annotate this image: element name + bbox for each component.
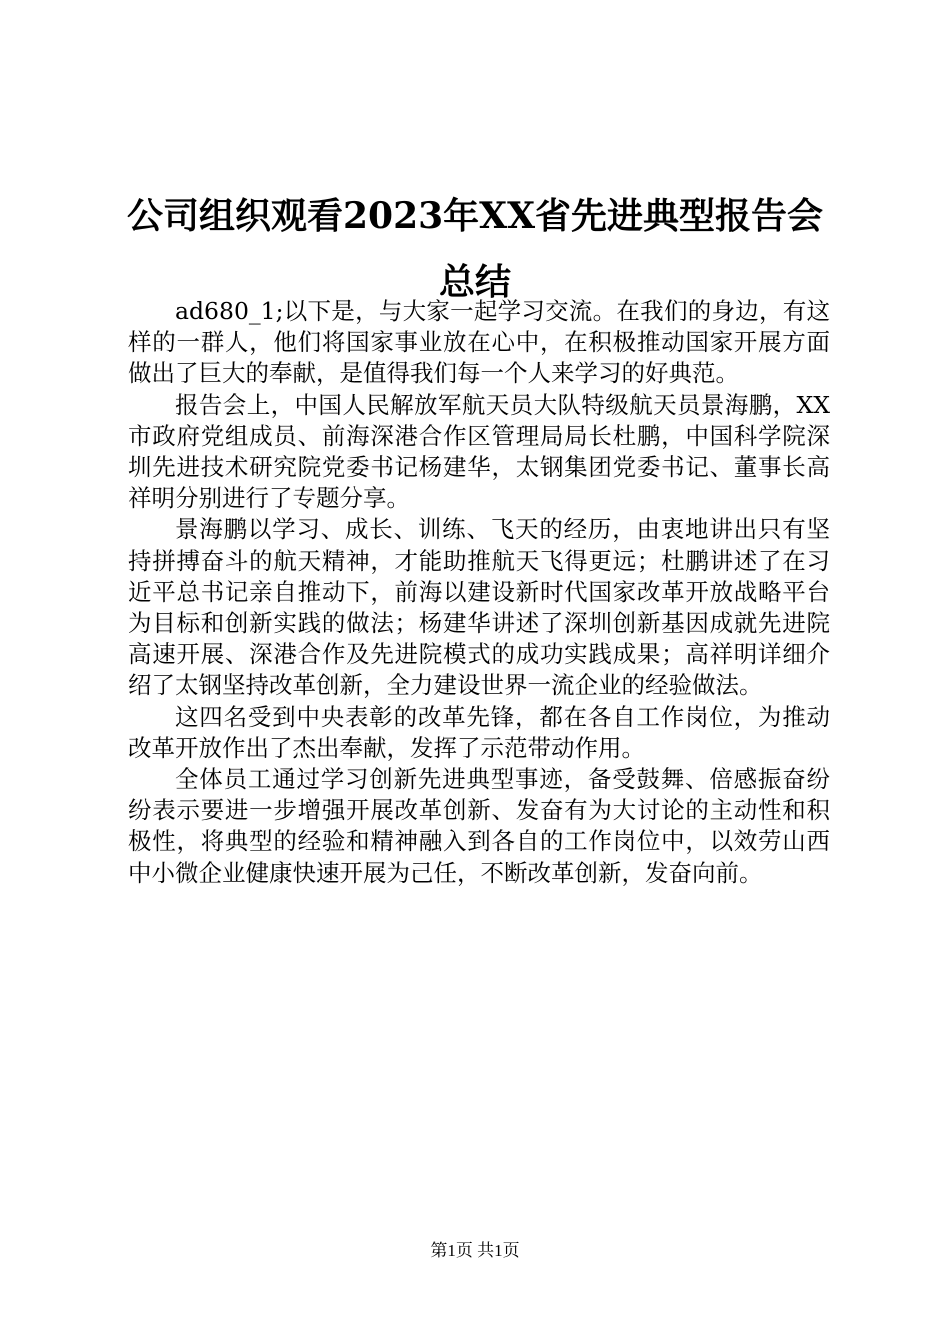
page-number-footer: 第1页 共1页	[430, 1241, 520, 1260]
paragraph-intro: ad680_1;以下是，与大家一起学习交流。在我们的身边，有这样的一群人，他们将国家事业放在心中，在积极推动国家开展方面做出了巨大的奉献，是值得我们每一个人来学习的好典范。	[128, 297, 830, 388]
document-body	[128, 296, 830, 889]
paragraph-pioneers: 这四名受到中央表彰的改革先锋，都在各自工作岗位，为推动改革开放作出了杰出奉献，发挥了示范带动作用。	[128, 702, 830, 762]
document-title: 公司组织观看2023年XX省先进典型报告会总结	[126, 195, 824, 303]
paragraph-speakers: 报告会上，中国人民解放军航天员大队特级航天员景海鹏，XX市政府党组成员、前海深港合作区管理局局长杜鹏，中国科学院深圳先进技术研究院党委书记杨建华，太钢集团党委书记、董事长高祥明分别进行了专题分享。	[128, 390, 830, 513]
paragraph-speeches: 景海鹏以学习、成长、训练、飞天的经历，由衷地讲出只有坚持拼搏奋斗的航天精神，才能助推航天飞得更远；杜鹏讲述了在习近平总书记亲自推动下，前海以建设新时代国家改革开放战略平台为目标和创新实践的做法；杨建华讲述了深圳创新基因成就先进院高速开展、深港合作及先进院模式的成功实践成果；高祥明详细介绍了太钢坚持改革创新，全力建设世界一流企业的经验做法。	[128, 515, 830, 700]
paragraph-conclusion: 全体员工通过学习创新先进典型事迹，备受鼓舞、倍感振奋纷纷表示要进一步增强开展改革创新、发奋有为大讨论的主动性和积极性，将典型的经验和精神融入到各自的工作岗位中，以效劳山西中小微企业健康快速开展为己任，不断改革创新，发奋向前。	[128, 765, 830, 887]
